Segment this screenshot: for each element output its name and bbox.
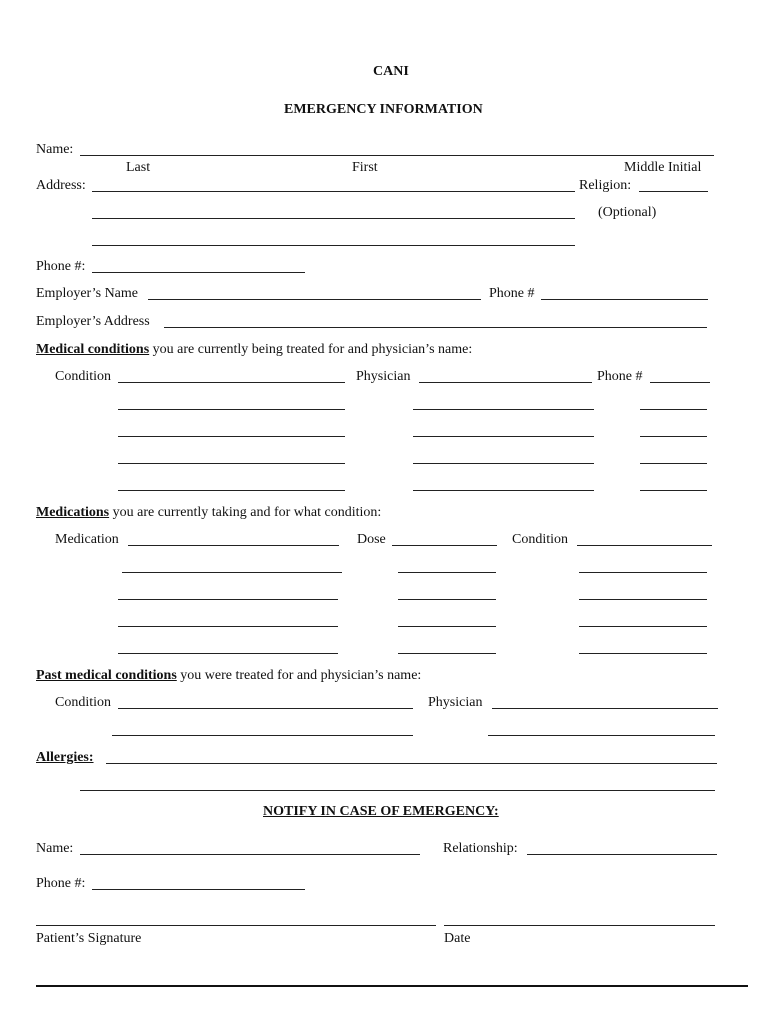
medication-field[interactable] — [128, 545, 339, 546]
past-conditions-title: Past medical conditions — [36, 668, 177, 683]
address-field-3[interactable] — [92, 245, 575, 246]
medical-physician-field[interactable] — [413, 436, 594, 437]
medical-phone-label: Phone # — [597, 369, 643, 384]
date-label: Date — [444, 931, 471, 946]
past-conditions-subtitle: you were treated for and physician’s name: — [176, 668, 422, 683]
medical-condition-field[interactable] — [118, 382, 345, 383]
allergies-field[interactable] — [80, 790, 715, 791]
address-field-2[interactable] — [92, 218, 575, 219]
medication-condition-field[interactable] — [579, 572, 707, 573]
medication-field[interactable] — [118, 626, 338, 627]
medication-field[interactable] — [118, 599, 338, 600]
medical-condition-label: Condition — [55, 369, 112, 384]
medical-condition-field[interactable] — [118, 490, 345, 491]
medical-phone-field[interactable] — [640, 409, 707, 410]
dose-label: Dose — [357, 532, 386, 547]
past-condition-label: Condition — [55, 695, 112, 710]
date-field[interactable] — [444, 925, 715, 926]
dose-field[interactable] — [398, 626, 496, 627]
past-condition-field[interactable] — [118, 708, 413, 709]
relationship-label: Relationship: — [443, 841, 518, 856]
medication-field[interactable] — [122, 572, 342, 573]
medication-label: Medication — [55, 532, 119, 547]
medical-conditions-subtitle: you are currently being treated for and physician’s name: — [149, 342, 473, 357]
medical-conditions-heading — [36, 343, 472, 357]
allergies-field[interactable] — [106, 763, 717, 764]
emergency-phone-field[interactable] — [92, 889, 305, 890]
employer-address-label: Employer’s Address — [36, 314, 150, 329]
religion-field[interactable] — [639, 191, 708, 192]
past-physician-field[interactable] — [492, 708, 718, 709]
employer-name-field[interactable] — [148, 299, 481, 300]
emergency-name-label: Name: — [36, 841, 74, 856]
signature-field[interactable] — [36, 925, 436, 926]
employer-address-field[interactable] — [164, 327, 707, 328]
signature-label: Patient’s Signature — [36, 931, 142, 946]
employer-name-label: Employer’s Name — [36, 286, 138, 301]
past-conditions-heading — [36, 669, 421, 683]
address-label: Address: — [36, 178, 86, 193]
medication-condition-field[interactable] — [579, 626, 707, 627]
religion-label: Religion: — [579, 178, 632, 193]
medical-physician-label: Physician — [356, 369, 411, 384]
bottom-divider — [36, 985, 748, 987]
medication-condition-field[interactable] — [579, 599, 707, 600]
form-title: EMERGENCY INFORMATION — [284, 102, 483, 117]
past-physician-field[interactable] — [488, 735, 715, 736]
medications-subtitle: you are currently taking and for what condition: — [109, 505, 382, 520]
medication-field[interactable] — [118, 653, 338, 654]
name-field[interactable] — [80, 155, 714, 156]
medications-title: Medications — [36, 505, 110, 520]
middle-initial-caption: Middle Initial — [624, 160, 702, 175]
medical-phone-field[interactable] — [640, 436, 707, 437]
emergency-heading: NOTIFY IN CASE OF EMERGENCY: — [263, 804, 499, 819]
medical-condition-field[interactable] — [118, 436, 345, 437]
medication-condition-label: Condition — [512, 532, 569, 547]
phone-label: Phone #: — [36, 259, 86, 274]
medical-phone-field[interactable] — [640, 463, 707, 464]
org-title: CANI — [373, 64, 409, 79]
medical-conditions-title: Medical conditions — [36, 342, 150, 357]
first-name-caption: First — [352, 160, 378, 175]
medical-phone-field[interactable] — [640, 490, 707, 491]
past-physician-label: Physician — [428, 695, 483, 710]
dose-field[interactable] — [398, 653, 496, 654]
dose-field[interactable] — [392, 545, 497, 546]
past-condition-field[interactable] — [112, 735, 413, 736]
medications-heading — [36, 506, 381, 520]
name-label: Name: — [36, 142, 74, 157]
emergency-phone-label: Phone #: — [36, 876, 86, 891]
last-name-caption: Last — [126, 160, 151, 175]
phone-field[interactable] — [92, 272, 305, 273]
medication-condition-field[interactable] — [577, 545, 712, 546]
allergies-label: Allergies: — [36, 750, 94, 765]
dose-field[interactable] — [398, 599, 496, 600]
medical-condition-field[interactable] — [118, 463, 345, 464]
employer-phone-label: Phone # — [489, 286, 535, 301]
dose-field[interactable] — [398, 572, 496, 573]
medical-physician-field[interactable] — [413, 463, 594, 464]
medical-phone-field[interactable] — [650, 382, 710, 383]
employer-phone-field[interactable] — [541, 299, 708, 300]
medication-condition-field[interactable] — [579, 653, 707, 654]
medical-physician-field[interactable] — [419, 382, 592, 383]
medical-condition-field[interactable] — [118, 409, 345, 410]
medical-physician-field[interactable] — [413, 490, 594, 491]
address-field-1[interactable] — [92, 191, 575, 192]
relationship-field[interactable] — [527, 854, 717, 855]
optional-caption: (Optional) — [598, 205, 657, 220]
emergency-name-field[interactable] — [80, 854, 420, 855]
medical-physician-field[interactable] — [413, 409, 594, 410]
